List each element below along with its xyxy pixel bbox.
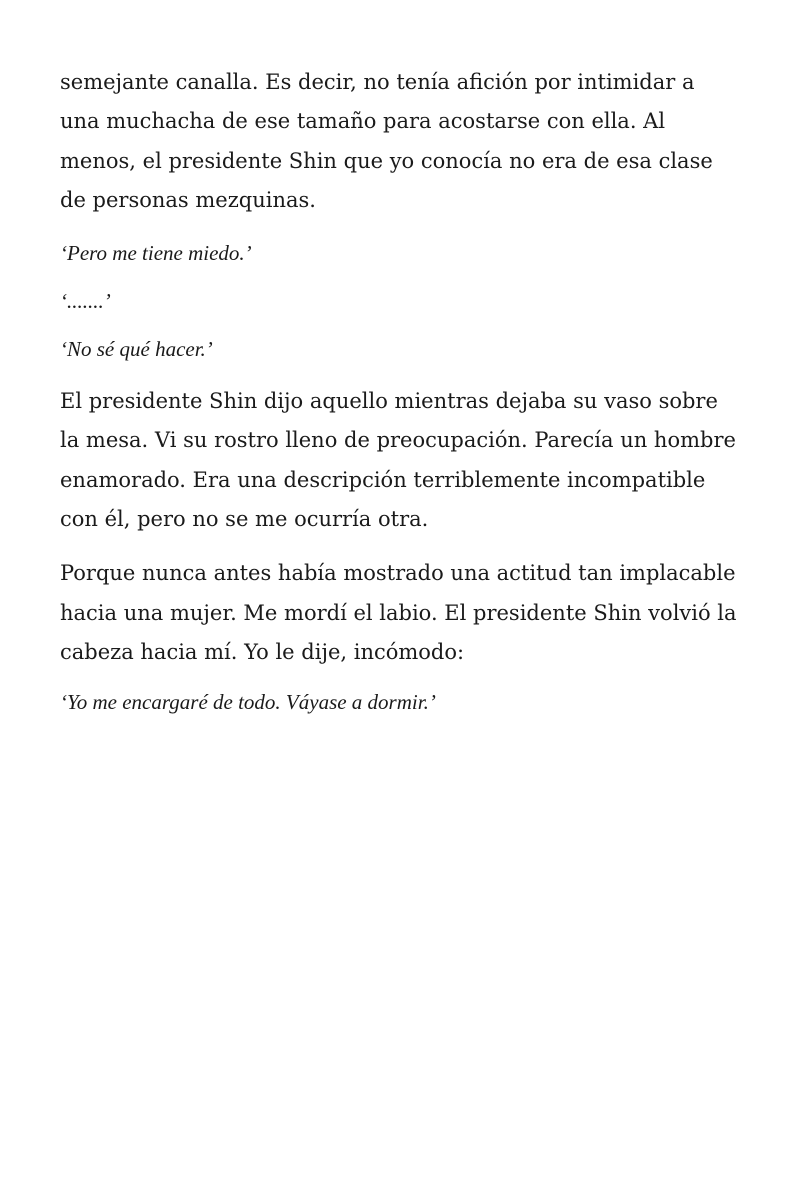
dialogue-line: ‘.......’ <box>60 289 111 314</box>
dialogue-line: ‘Pero me tiene miedo.’ <box>60 241 252 266</box>
dialogue-line: ‘Yo me encargaré de todo. Váyase a dormir.’ <box>60 690 436 715</box>
body-paragraph: Porque nunca antes había mostrado una actitud tan implacable hacia una mujer. Me mordí el labio. El presidente Shin volvió la cabeza hacia mí. Yo le dije, incómodo: <box>60 561 737 664</box>
body-paragraph: El presidente Shin dijo aquello mientras dejaba su vaso sobre la mesa. Vi su rostro lleno de preocupación. Parecía un hombre enamorado. Era una descripción terriblemente incompatible con él, pero no se me ocurría otra. <box>60 389 736 532</box>
body-paragraph: semejante canalla. Es decir, no tenía afición por intimidar a una muchacha de ese tamaño para acostarse con ella. Al menos, el presidente Shin que yo conocía no era de esa clase de personas mezquinas. <box>60 70 713 212</box>
book-page <box>60 63 740 717</box>
dialogue-line: ‘No sé qué hacer.’ <box>60 337 213 362</box>
